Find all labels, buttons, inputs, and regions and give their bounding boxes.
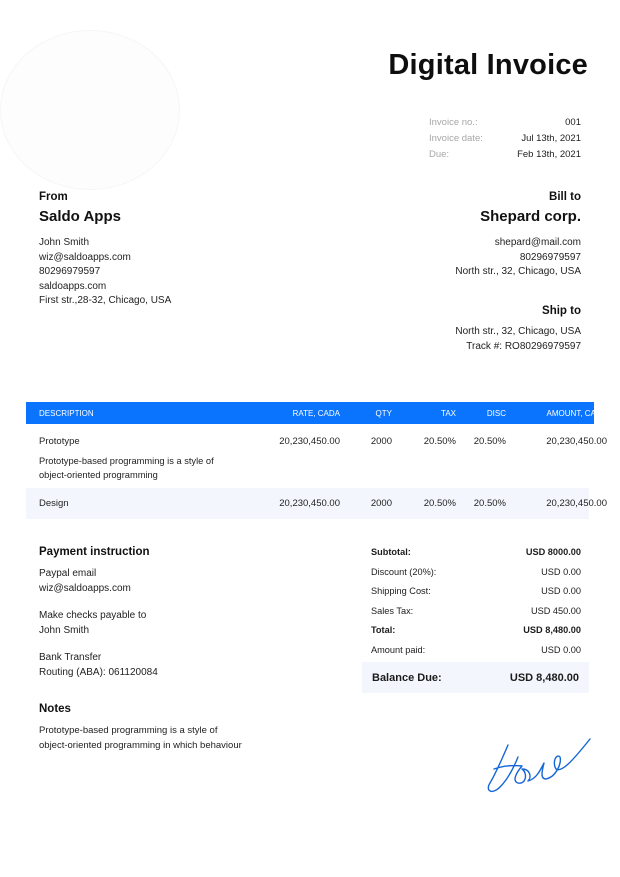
totals-label: Subtotal: xyxy=(371,547,411,557)
total-row xyxy=(371,624,581,644)
meta-value: Feb 13th, 2021 xyxy=(517,149,581,160)
balance-value: USD 8,480.00 xyxy=(509,671,579,684)
subtotal-row xyxy=(371,546,581,566)
from-email: wiz@saldoapps.com xyxy=(39,251,131,263)
row-rate: 20,230,450.00 xyxy=(279,436,340,447)
from-heading: From xyxy=(39,191,68,203)
from-company-name: Saldo Apps xyxy=(39,208,121,225)
notes-section xyxy=(39,703,242,753)
totals-label: Sales Tax: xyxy=(371,605,414,616)
row-description: Prototype xyxy=(39,436,80,447)
header-disc: DISC xyxy=(486,409,506,418)
totals-label: Amount paid: xyxy=(371,644,426,655)
row-disc: 20.50% xyxy=(473,436,506,447)
bank-label: Bank Transfer xyxy=(39,652,102,663)
header-rate: RATE, CADA xyxy=(292,409,340,418)
header-amount: AMOUNT, CADA xyxy=(546,409,607,418)
paypal-email: wiz@saldoapps.com xyxy=(39,583,131,594)
balance-label: Balance Due: xyxy=(372,671,442,684)
meta-value: 001 xyxy=(565,117,581,128)
header-description: DESCRIPTION xyxy=(39,409,94,418)
bank-group xyxy=(39,650,158,680)
sales-tax-row xyxy=(371,605,581,625)
bill-to-email: shepard@mail.com xyxy=(494,237,581,248)
row-disc: 20.50% xyxy=(473,498,506,509)
row-details: Prototype-based programming is a style of object-oriented programming xyxy=(39,456,214,480)
bill-to-phone: 80296979597 xyxy=(519,251,581,263)
from-website: saldoapps.com xyxy=(39,280,107,292)
totals-value: USD 0.00 xyxy=(541,644,581,655)
table-row xyxy=(26,488,607,519)
meta-due-date xyxy=(429,147,581,163)
company-logo-placeholder xyxy=(0,30,180,190)
bill-to-name: Shepard corp. xyxy=(480,208,581,225)
totals-label: Discount (20%): xyxy=(371,566,437,577)
header-qty: QTY xyxy=(375,409,392,418)
discount-row xyxy=(371,566,581,586)
totals-label: Shipping Cost: xyxy=(371,586,431,597)
totals-value: USD 450.00 xyxy=(530,605,581,616)
items-table-header xyxy=(26,402,607,424)
notes-heading: Notes xyxy=(39,703,71,715)
ship-to-address: North str., 32, Chicago, USA xyxy=(455,326,581,337)
paypal-label: Paypal email xyxy=(39,568,97,579)
paypal-group xyxy=(39,566,158,596)
notes-text-line: object-oriented programming in which behaviour xyxy=(39,739,242,751)
signature-image xyxy=(482,733,592,798)
totals-section xyxy=(371,546,581,664)
ship-to-section xyxy=(455,305,581,354)
meta-label: Invoice date: xyxy=(429,133,483,144)
row-rate: 20,230,450.00 xyxy=(279,498,340,509)
checks-name: John Smith xyxy=(39,625,90,636)
amount-paid-row xyxy=(371,644,581,664)
table-row xyxy=(26,434,607,484)
totals-label: Total: xyxy=(371,625,396,636)
totals-value: USD 0.00 xyxy=(541,586,581,597)
bank-routing: Routing (ABA): 061120084 xyxy=(39,667,158,678)
balance-due-box xyxy=(362,662,589,693)
meta-invoice-number xyxy=(429,115,581,131)
from-address: First str.,28-32, Chicago, USA xyxy=(39,295,172,307)
from-phone: 80296979597 xyxy=(39,266,101,278)
shipping-row xyxy=(371,585,581,605)
notes-text-line: Prototype-based programming is a style of xyxy=(39,725,218,736)
bill-to-address: North str., 32, Chicago, USA xyxy=(455,266,581,278)
checks-group xyxy=(39,608,158,638)
row-qty: 2000 xyxy=(370,436,392,447)
header-tax: TAX xyxy=(441,409,456,418)
bill-to-heading: Bill to xyxy=(549,191,581,203)
row-description: Design xyxy=(39,498,69,509)
meta-label: Due: xyxy=(429,149,450,160)
meta-value: Jul 13th, 2021 xyxy=(521,133,581,144)
from-section xyxy=(39,191,171,309)
ship-to-track: Track #: RO80296979597 xyxy=(466,340,581,352)
ship-to-heading: Ship to xyxy=(542,305,581,317)
row-amount: 20,230,450.00 xyxy=(546,436,607,447)
meta-invoice-date xyxy=(429,131,581,147)
row-qty: 2000 xyxy=(370,498,392,509)
document-title: Digital Invoice xyxy=(388,49,588,81)
totals-value: USD 0.00 xyxy=(541,566,581,577)
totals-value: USD 8,480.00 xyxy=(523,625,581,636)
invoice-meta xyxy=(429,115,581,163)
bill-to-section xyxy=(455,191,581,280)
totals-value: USD 8000.00 xyxy=(525,547,581,557)
row-amount: 20,230,450.00 xyxy=(546,498,607,509)
payment-instruction-section xyxy=(39,546,158,692)
row-description-cell xyxy=(39,436,224,482)
meta-label: Invoice no.: xyxy=(429,117,478,128)
row-tax: 20.50% xyxy=(423,498,456,509)
checks-label: Make checks payable to xyxy=(39,610,147,621)
row-tax: 20.50% xyxy=(423,436,456,447)
from-contact: John Smith xyxy=(39,237,90,248)
payment-heading: Payment instruction xyxy=(39,546,150,558)
